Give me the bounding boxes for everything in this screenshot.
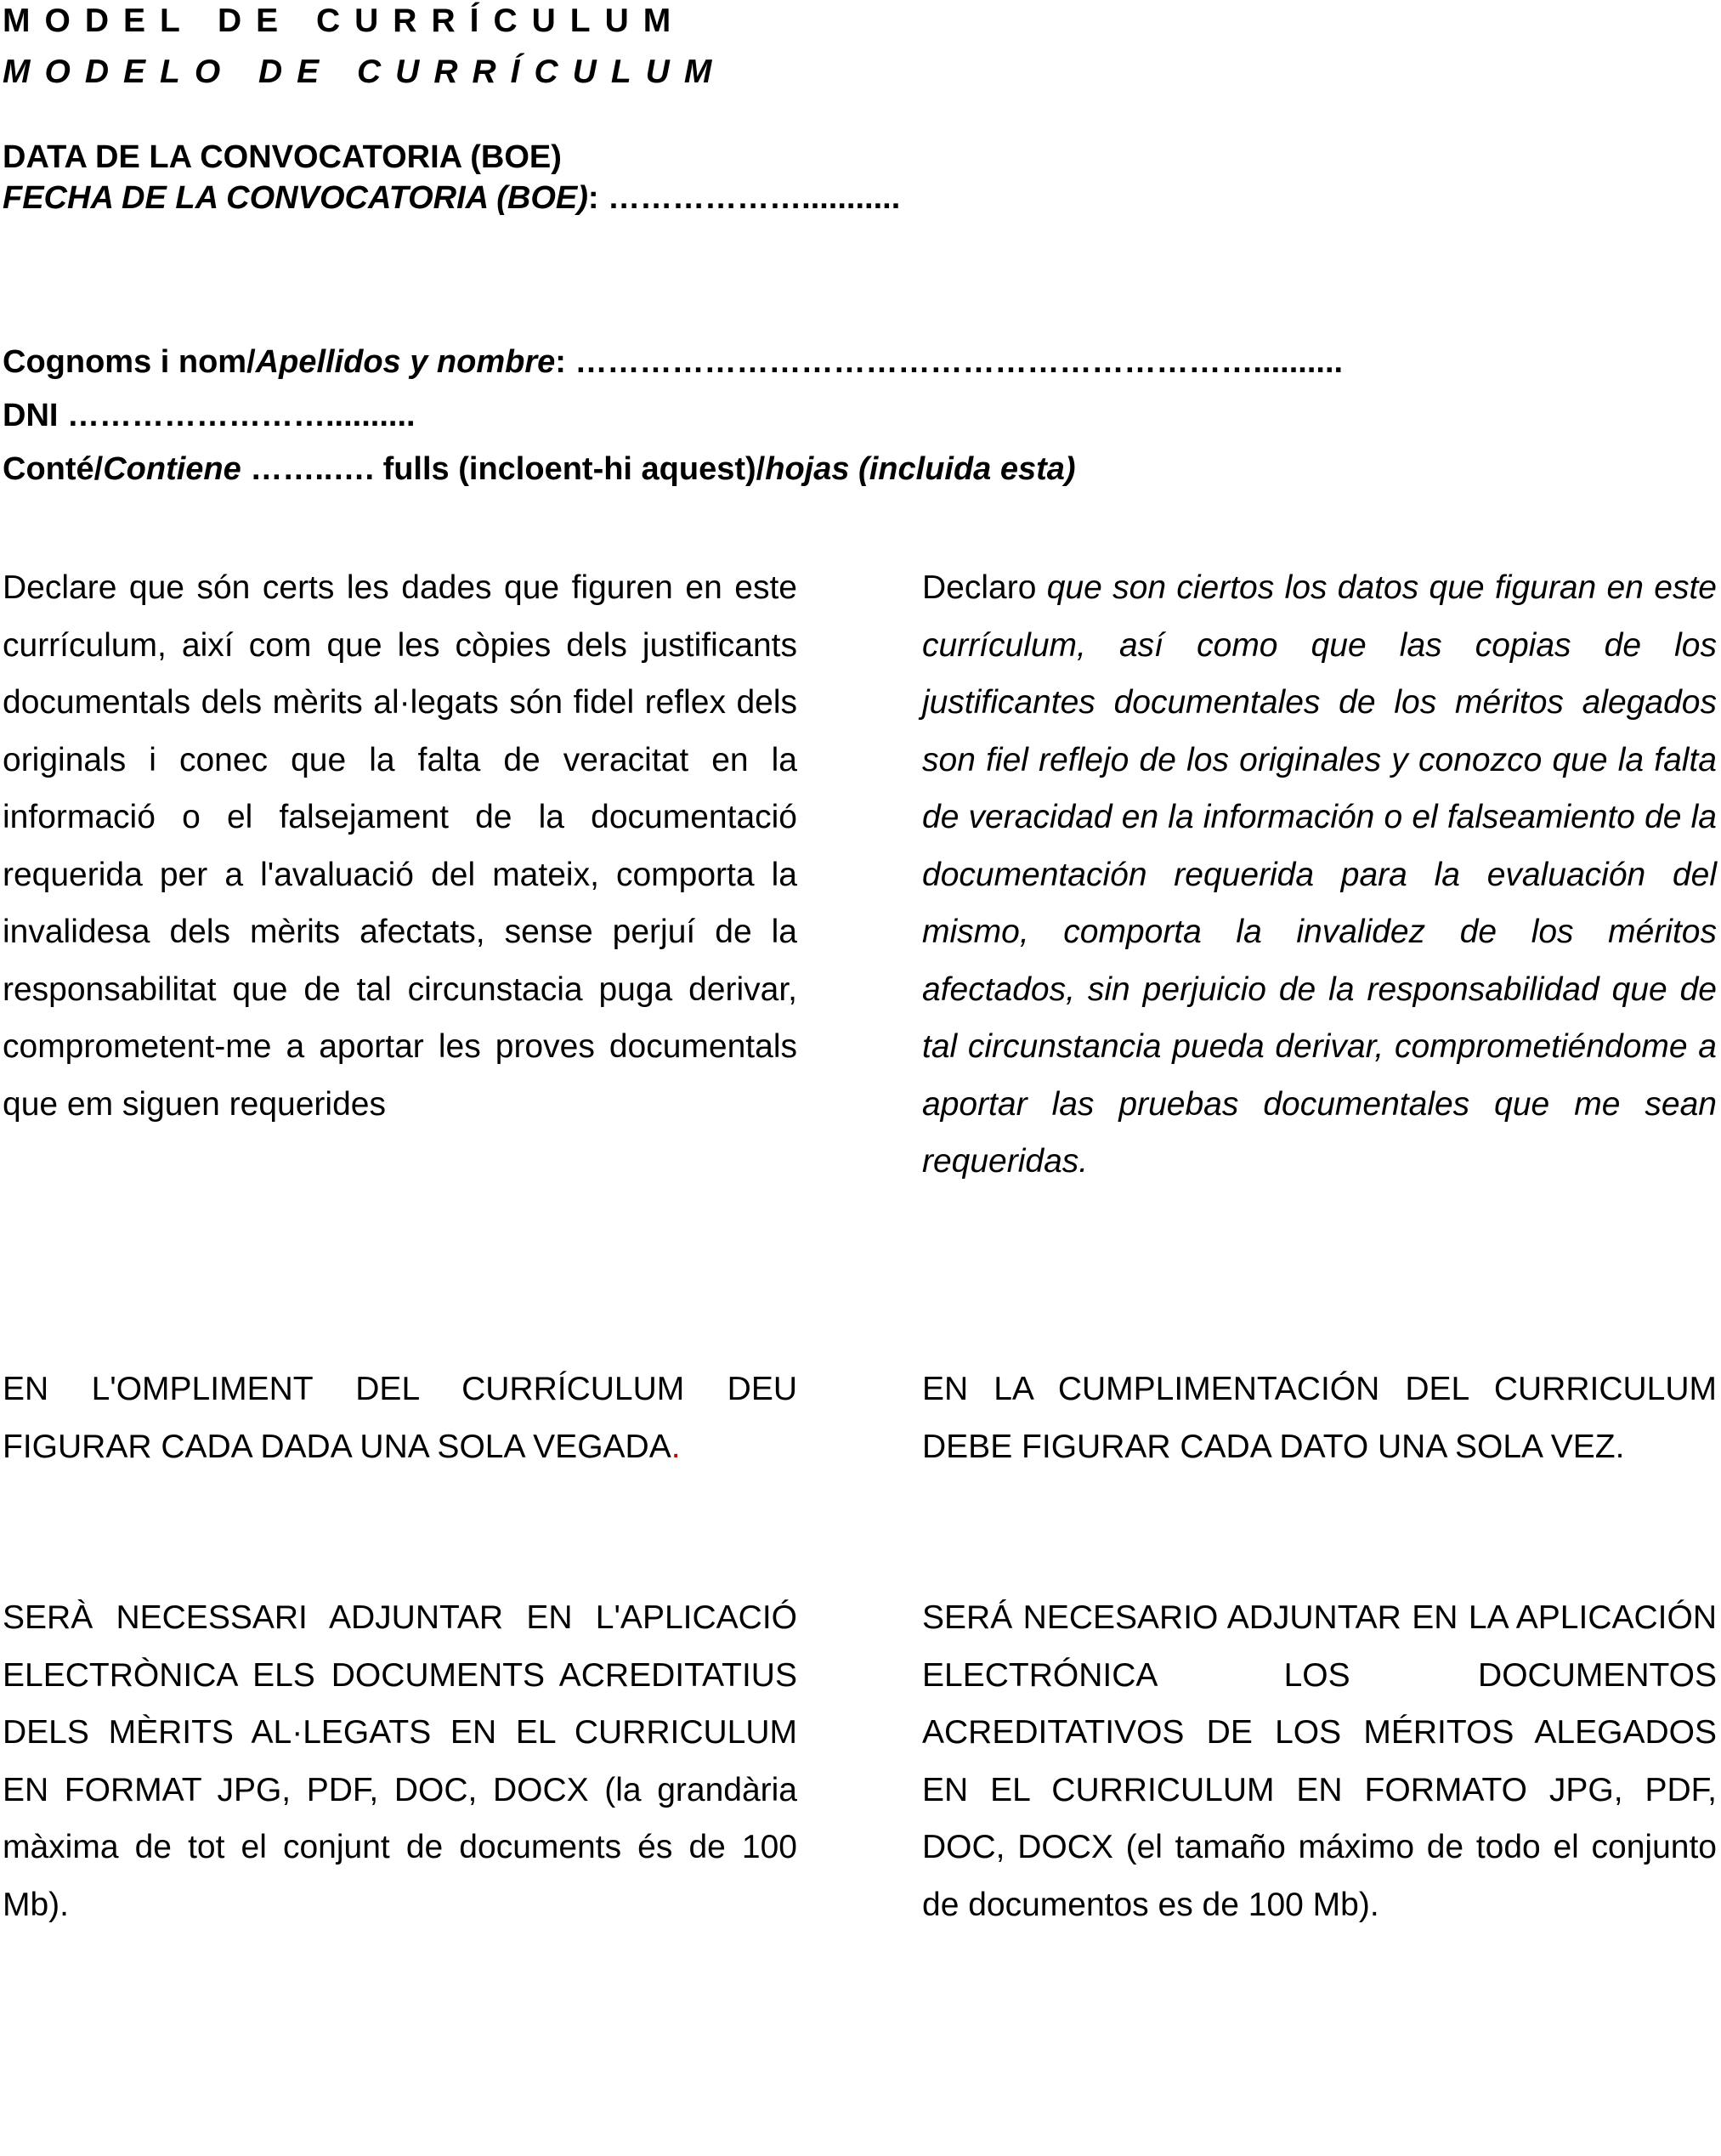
sheets-count-field: ……..…. fulls (incloent-hi aquest)/ bbox=[241, 451, 766, 487]
notice-once-catalan-period: . bbox=[671, 1428, 681, 1465]
convocatoria-label-catalan: DATA DE LA CONVOCATORIA (BOE) bbox=[3, 139, 562, 175]
name-line bbox=[3, 342, 1343, 382]
notice-once-spanish: EN LA CUMPLIMENTACIÓN DEL CURRICULUM DEBE FIGURAR CADA DATO UNA SOLA VEZ. bbox=[922, 1371, 1717, 1465]
name-label-spanish: Apellidos y nombre bbox=[255, 344, 556, 380]
notice-attach-catalan: SERÀ NECESSARI ADJUNTAR EN L'APLICACIÓ ELECTRÒNICA ELS DOCUMENTS ACREDITATIUS DELS MÈRITS AL·LEGATS EN EL CURRICULUM EN FORMAT JPG, PDF, DOC, DOCX (la grandària màxima de tot el conjunt de documents és de 100 Mb). bbox=[3, 1599, 797, 1923]
notice-once-catalan bbox=[3, 1361, 797, 1475]
name-label-catalan: Cognoms i nom/ bbox=[3, 344, 256, 380]
contains-tail-spanish: hojas (incluida esta) bbox=[765, 451, 1076, 487]
contains-line bbox=[3, 450, 1076, 489]
convocatoria-line-spanish bbox=[3, 178, 900, 218]
declaration-spanish-body: que son ciertos los datos que figuran en este currículum, así como que las copias de los justificantes documentales de los méritos alegados son fiel reflejo de los originales y conozco que la falta de veracidad en la información o el falseamiento de la documentación requerida para la evaluación del mismo, comporta la invalidez de los méritos afectados, sin perjuicio de la responsabilidad que de tal circunstancia pueda derivar, comprometiéndome a aportar las pruebas documentales que me sean requeridas. bbox=[922, 569, 1717, 1180]
dni-line: DNI …………………….......... bbox=[3, 398, 416, 433]
title-spanish: MODELO DE CURRÍCULUM bbox=[3, 54, 727, 90]
name-field: : ……………………………………………………….......... bbox=[555, 344, 1344, 380]
declaration-spanish bbox=[922, 559, 1717, 1191]
notice-once-catalan-text: EN L'OMPLIMENT DEL CURRÍCULUM DEU FIGURAR CADA DADA UNA SOLA VEGADA bbox=[3, 1371, 797, 1465]
convocatoria-label-spanish: FECHA DE LA CONVOCATORIA (BOE) bbox=[3, 180, 588, 216]
contains-label-catalan: Conté/ bbox=[3, 451, 104, 487]
convocatoria-date-field: : ………………........... bbox=[587, 180, 901, 216]
declaration-spanish-lead: Declaro bbox=[922, 569, 1037, 606]
title-catalan: MODEL DE CURRÍCULUM bbox=[3, 3, 686, 39]
declaration-catalan: Declare que són certs les dades que figuren en este currículum, així com que les còpies dels justificants documentals dels mèrits al·legats són fidel reflex dels originals i conec que la falta de veracitat en la informació o el falsejament de la documentació requerida per a l'avaluació del mateix, comporta la invalidesa dels mèrits afectats, sense perjuí de la responsabilitat que de tal circunstacia puga derivar, comprometent-me a aportar les proves documentals que em siguen requerides bbox=[3, 569, 797, 1123]
contains-label-spanish: Contiene bbox=[103, 451, 241, 487]
notice-attach-spanish: SERÁ NECESARIO ADJUNTAR EN LA APLICACIÓN ELECTRÓNICA LOS DOCUMENTOS ACREDITATIVOS DE LOS MÉRITOS ALEGADOS EN EL CURRICULUM EN FORMATO JPG, PDF, DOC, DOCX (el tamaño máximo de todo el conjunto de documentos es de 100 Mb). bbox=[922, 1599, 1717, 1923]
